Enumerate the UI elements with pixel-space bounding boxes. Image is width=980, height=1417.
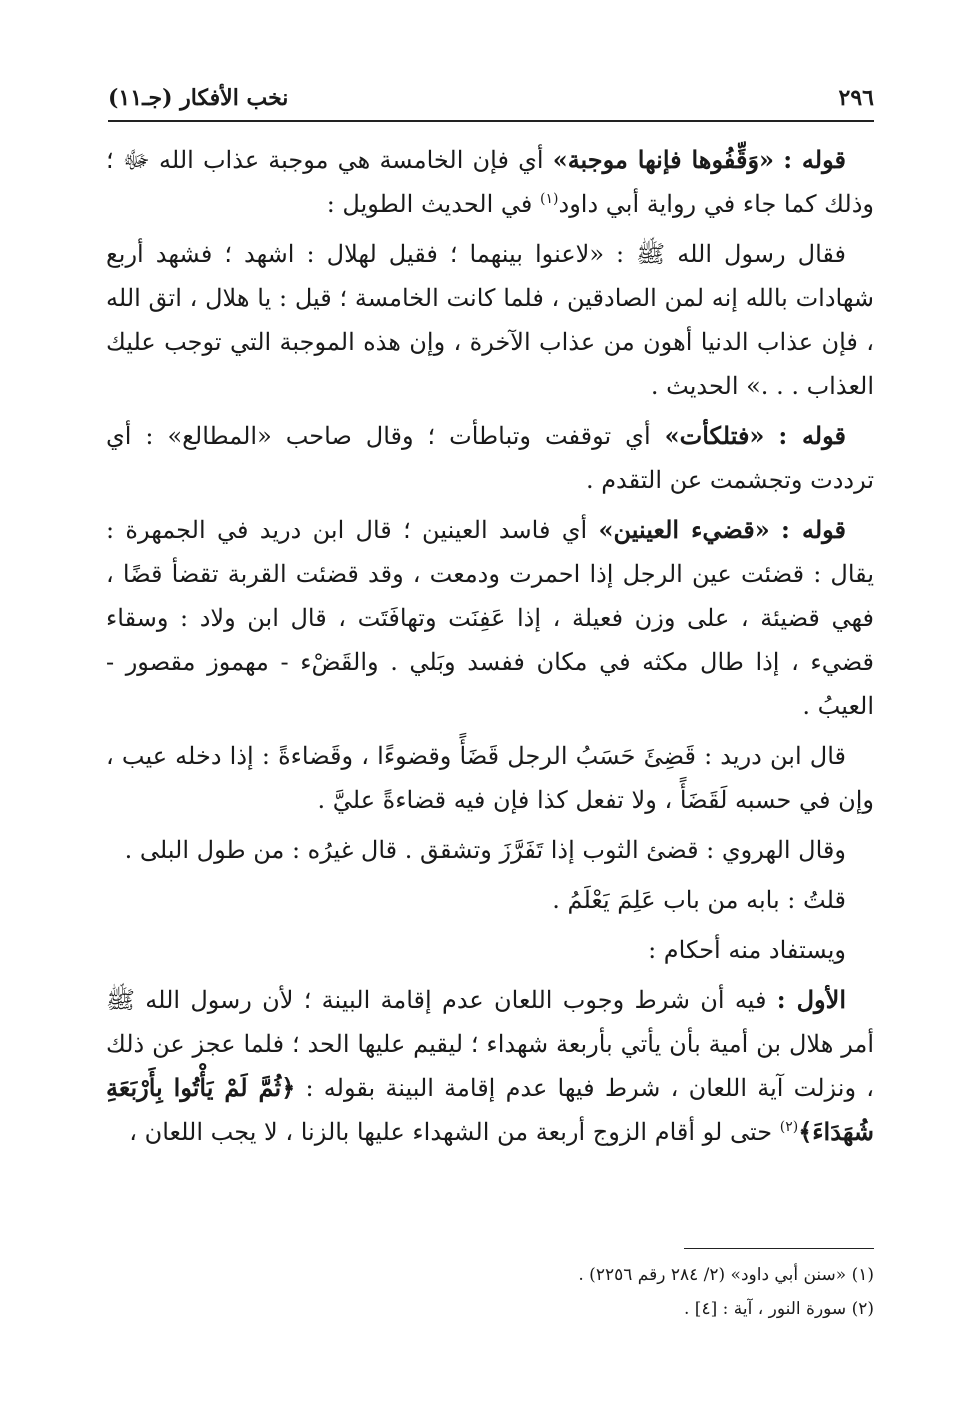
paragraph: [106, 928, 874, 972]
paragraph-text: قال ابن دريد : قَضِئَ حَسَبُ الرجل قَضَأً وقضوءًا ، وقَضاءةً : إذا دخله عيب ، وإن في حسبه لَقَضَأً ، ولا تفعل كذا فإن فيه قضاءةً عليَّ .: [106, 742, 874, 814]
paragraph: [106, 414, 874, 502]
hadith-quote: «فتلكأت»: [664, 421, 765, 450]
header-divider: [108, 120, 874, 122]
paragraph-text: أي فإن الخامسة هي موجبة عذاب الله ﷻ ؛ وذلك كما جاء في رواية أبي داود: [106, 146, 874, 218]
paragraph-lead: قوله :: [781, 515, 847, 544]
paragraph-text: ويستفاد منه أحكام :: [648, 936, 846, 964]
quran-verse: ﴿ثُمَّ لَمْ يَأْتُوا بِأَرْبَعَةِ شُهَدَاءَ﴾: [106, 1073, 874, 1146]
paragraph: [106, 232, 874, 408]
footnote: (٢) سورة النور ، آية : [٤] .: [683, 1299, 874, 1319]
footnote-ref[interactable]: (٢): [779, 1119, 799, 1135]
paragraph: [106, 138, 874, 226]
paragraph-text: قلتُ : بابه من باب عَلِمَ يَعْلَمُ .: [552, 886, 846, 914]
hadith-quote: «قضيء العينين»: [598, 515, 770, 544]
paragraph-text: في الحديث الطويل :: [326, 190, 533, 218]
paragraph: [106, 828, 874, 872]
page-number: ٢٩٦: [838, 85, 874, 111]
paragraph-text: أي فاسد العينين ؛ قال ابن دريد في الجمهرة : يقال : قضئت عين الرجل إذا احمرت ودمعت ، وقد قضئت القربة تقضأ قضًا ، فهي قضيئة ، على وزن فعيلة ، إذا عَفِنَت وتهافَتَت ، قال ابن ولاد : وسقاء قضيء ، إذا طال مكثه في مكان ففسد وبَلي . والقَضْء - مهموز مقصور - العيبُ .: [106, 516, 874, 720]
footnote-divider: [684, 1248, 874, 1249]
paragraph-lead: الأول :: [776, 985, 846, 1014]
paragraph-text: فيه أن شرط وجوب اللعان عدم إقامة البينة ؛ لأن رسول الله ﷺ أمر هلال بن أمية بأن يأتي بأربعة شهداء ؛ ليقيم عليها الحد ؛ فلما عجز عن ذلك ، ونزلت آية اللعان ، شرط فيها عدم إقامة البينة بقوله :: [106, 986, 874, 1102]
paragraph: [106, 878, 874, 922]
page-header: [108, 78, 874, 118]
main-text: [106, 138, 874, 1160]
hadith-quote: «وَقِّفُوها فإنها موجبة»: [552, 145, 775, 174]
book-title: نخب الأفكار (جـ١١): [108, 85, 289, 111]
paragraph-text: فقال رسول الله ﷺ : «لاعنوا بينهما ؛ فقيل لهلال : اشهد ؛ فشهد أربع شهادات بالله إنه لمن الصادقين ، فلما كانت الخامسة ؛ قيل : يا هلال ، اتق الله ، فإن عذاب الدنيا أهون من عذاب الآخرة ، وإن هذه الموجبة التي توجب عليك العذاب . . .» الحديث .: [106, 240, 874, 400]
paragraph-lead: قوله :: [783, 145, 846, 174]
paragraph-text: وقال الهروي : قضئ الثوب إذا تَفَرَّزَ وتشقق . قال غيرُه : من طول البلى .: [124, 836, 846, 864]
footnote-ref[interactable]: (١): [540, 191, 559, 207]
footnotes: [106, 1258, 874, 1326]
paragraph: [106, 734, 874, 822]
paragraph-text: حتى لو أقام الزوج أربعة من الشهداء عليها بالزنا ، لا يجب اللعان ،: [129, 1118, 773, 1146]
paragraph-text: أي توقفت وتباطأت ؛ وقال صاحب «المطالع» : أي ترددت وتجشمت عن التقدم .: [106, 422, 874, 494]
paragraph: [106, 978, 874, 1154]
paragraph: [106, 508, 874, 728]
paragraph-lead: قوله :: [778, 421, 846, 450]
footnote: (١) «سنن أبي داود» (٢/ ٢٨٤ رقم ٢٢٥٦) .: [578, 1265, 874, 1285]
